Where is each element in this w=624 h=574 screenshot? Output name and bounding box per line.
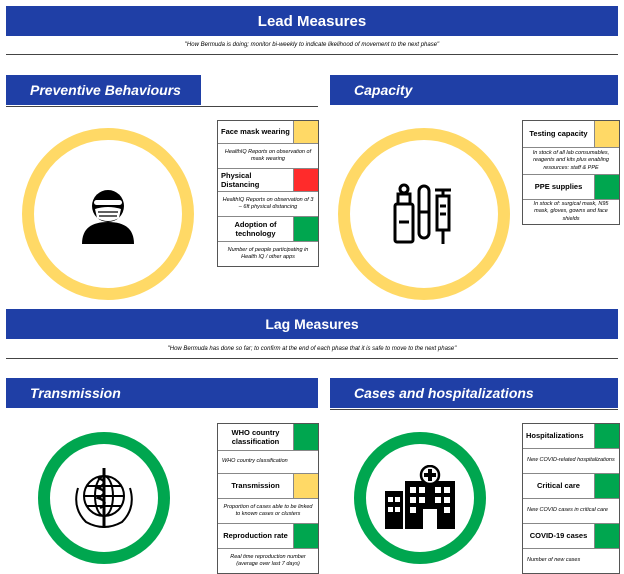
kpi-label: PPE supplies	[534, 182, 583, 192]
kpi-description: HealthIQ Reports on observation of 3 – 6ft physical distancing	[222, 196, 314, 210]
kpi-row-ppe-supplies	[523, 175, 619, 200]
transmission-kpi-table	[217, 423, 319, 574]
who-emblem-icon	[64, 458, 144, 538]
preventive-title: Preventive Behaviours	[30, 82, 181, 98]
kpi-label: Transmission	[231, 481, 280, 491]
kpi-description-row	[523, 549, 619, 573]
preventive-header	[6, 75, 201, 105]
kpi-description-row	[218, 242, 318, 266]
status-swatch	[293, 169, 318, 191]
kpi-description: HealthIQ Reports on observation of mask wearing	[224, 148, 312, 162]
status-swatch	[594, 524, 619, 548]
kpi-label: Reproduction rate	[223, 531, 288, 541]
kpi-row-hospitalizations	[523, 424, 619, 449]
kpi-row-physical-distancing	[218, 169, 318, 192]
status-swatch	[293, 121, 318, 143]
kpi-description: Real time reproduction number (average over last 7 days)	[230, 553, 306, 567]
kpi-description: WHO country classification	[222, 458, 288, 465]
status-swatch	[293, 524, 318, 548]
capacity-kpi-table	[522, 120, 620, 225]
hospital-building-icon	[383, 465, 457, 531]
kpi-row-adoption-technology	[218, 217, 318, 242]
kpi-row-reproduction-rate	[218, 524, 318, 549]
kpi-description-row	[218, 144, 318, 169]
lag-measures-title: Lag Measures	[265, 316, 359, 332]
kpi-description-row	[523, 200, 619, 224]
lead-measures-banner	[6, 6, 618, 36]
cases-header	[330, 378, 618, 408]
preventive-rule	[6, 106, 318, 107]
status-swatch	[293, 217, 318, 241]
lag-measures-note: "How Bermuda has done so far; to confirm at the end of each phase that it is safe to move to the next phase"	[167, 346, 457, 352]
status-swatch	[594, 175, 619, 199]
preventive-ring	[22, 128, 194, 300]
capacity-title: Capacity	[354, 82, 413, 98]
status-swatch	[594, 121, 619, 147]
kpi-row-transmission	[218, 474, 318, 499]
capacity-header	[330, 75, 618, 105]
status-swatch	[293, 424, 318, 450]
cases-rule	[330, 409, 618, 410]
kpi-label: Adoption of technology	[234, 219, 277, 238]
kpi-description-row	[523, 449, 619, 474]
kpi-row-who-classification	[218, 424, 318, 451]
kpi-description: In stock of: surgical mask, N95 mask, gloves, gowns and face shields	[533, 200, 609, 222]
lead-divider	[6, 54, 618, 55]
kpi-description: Number of people participating in Health IQ / other apps	[227, 246, 309, 260]
preventive-kpi-table	[217, 120, 319, 267]
kpi-description-row	[523, 499, 619, 524]
kpi-description-row	[218, 499, 318, 524]
kpi-description: In stock of all lab consumables, reagents and kits plus enabling resources: staff & PPE	[532, 149, 610, 171]
kpi-row-face-mask	[218, 121, 318, 144]
kpi-description-row	[218, 451, 318, 474]
kpi-description-row	[218, 549, 318, 573]
transmission-ring	[38, 432, 170, 564]
lead-measures-note: "How Bermuda is doing; monitor bi-weekly to indicate likelihood of movement to the next phase"	[184, 42, 440, 48]
lab-vials-syringe-icon	[389, 182, 459, 246]
status-swatch	[594, 424, 619, 448]
masked-person-icon	[76, 182, 140, 246]
lag-measures-banner	[6, 309, 618, 339]
kpi-description-row	[523, 148, 619, 175]
lag-divider	[6, 358, 618, 359]
status-swatch	[594, 474, 619, 498]
transmission-header	[6, 378, 318, 408]
kpi-label: Hospitalizations	[526, 431, 584, 441]
kpi-label: Physical Distancing	[221, 170, 260, 189]
kpi-description-row	[218, 192, 318, 217]
kpi-description: Proportion of cases able to be linked to known cases or clusters	[223, 503, 313, 517]
kpi-label: COVID-19 cases	[529, 531, 588, 541]
cases-ring	[354, 432, 486, 564]
kpi-label: Critical care	[537, 481, 580, 491]
kpi-row-testing-capacity	[523, 121, 619, 148]
kpi-row-covid-cases	[523, 524, 619, 549]
lead-measures-title: Lead Measures	[257, 12, 367, 30]
cases-kpi-table	[522, 423, 620, 574]
kpi-label: WHO country classification	[231, 427, 280, 446]
kpi-label: Testing capacity	[529, 129, 588, 139]
kpi-label: Face mask wearing	[221, 127, 290, 137]
kpi-description: New COVID-related hospitalizations	[527, 457, 615, 464]
kpi-description: Number of new cases	[527, 557, 581, 564]
capacity-ring	[338, 128, 510, 300]
transmission-title: Transmission	[30, 385, 121, 401]
status-swatch	[293, 474, 318, 498]
cases-title: Cases and hospitalizations	[354, 385, 534, 401]
kpi-row-critical-care	[523, 474, 619, 499]
kpi-description: New COVID cases in critical care	[527, 507, 608, 514]
